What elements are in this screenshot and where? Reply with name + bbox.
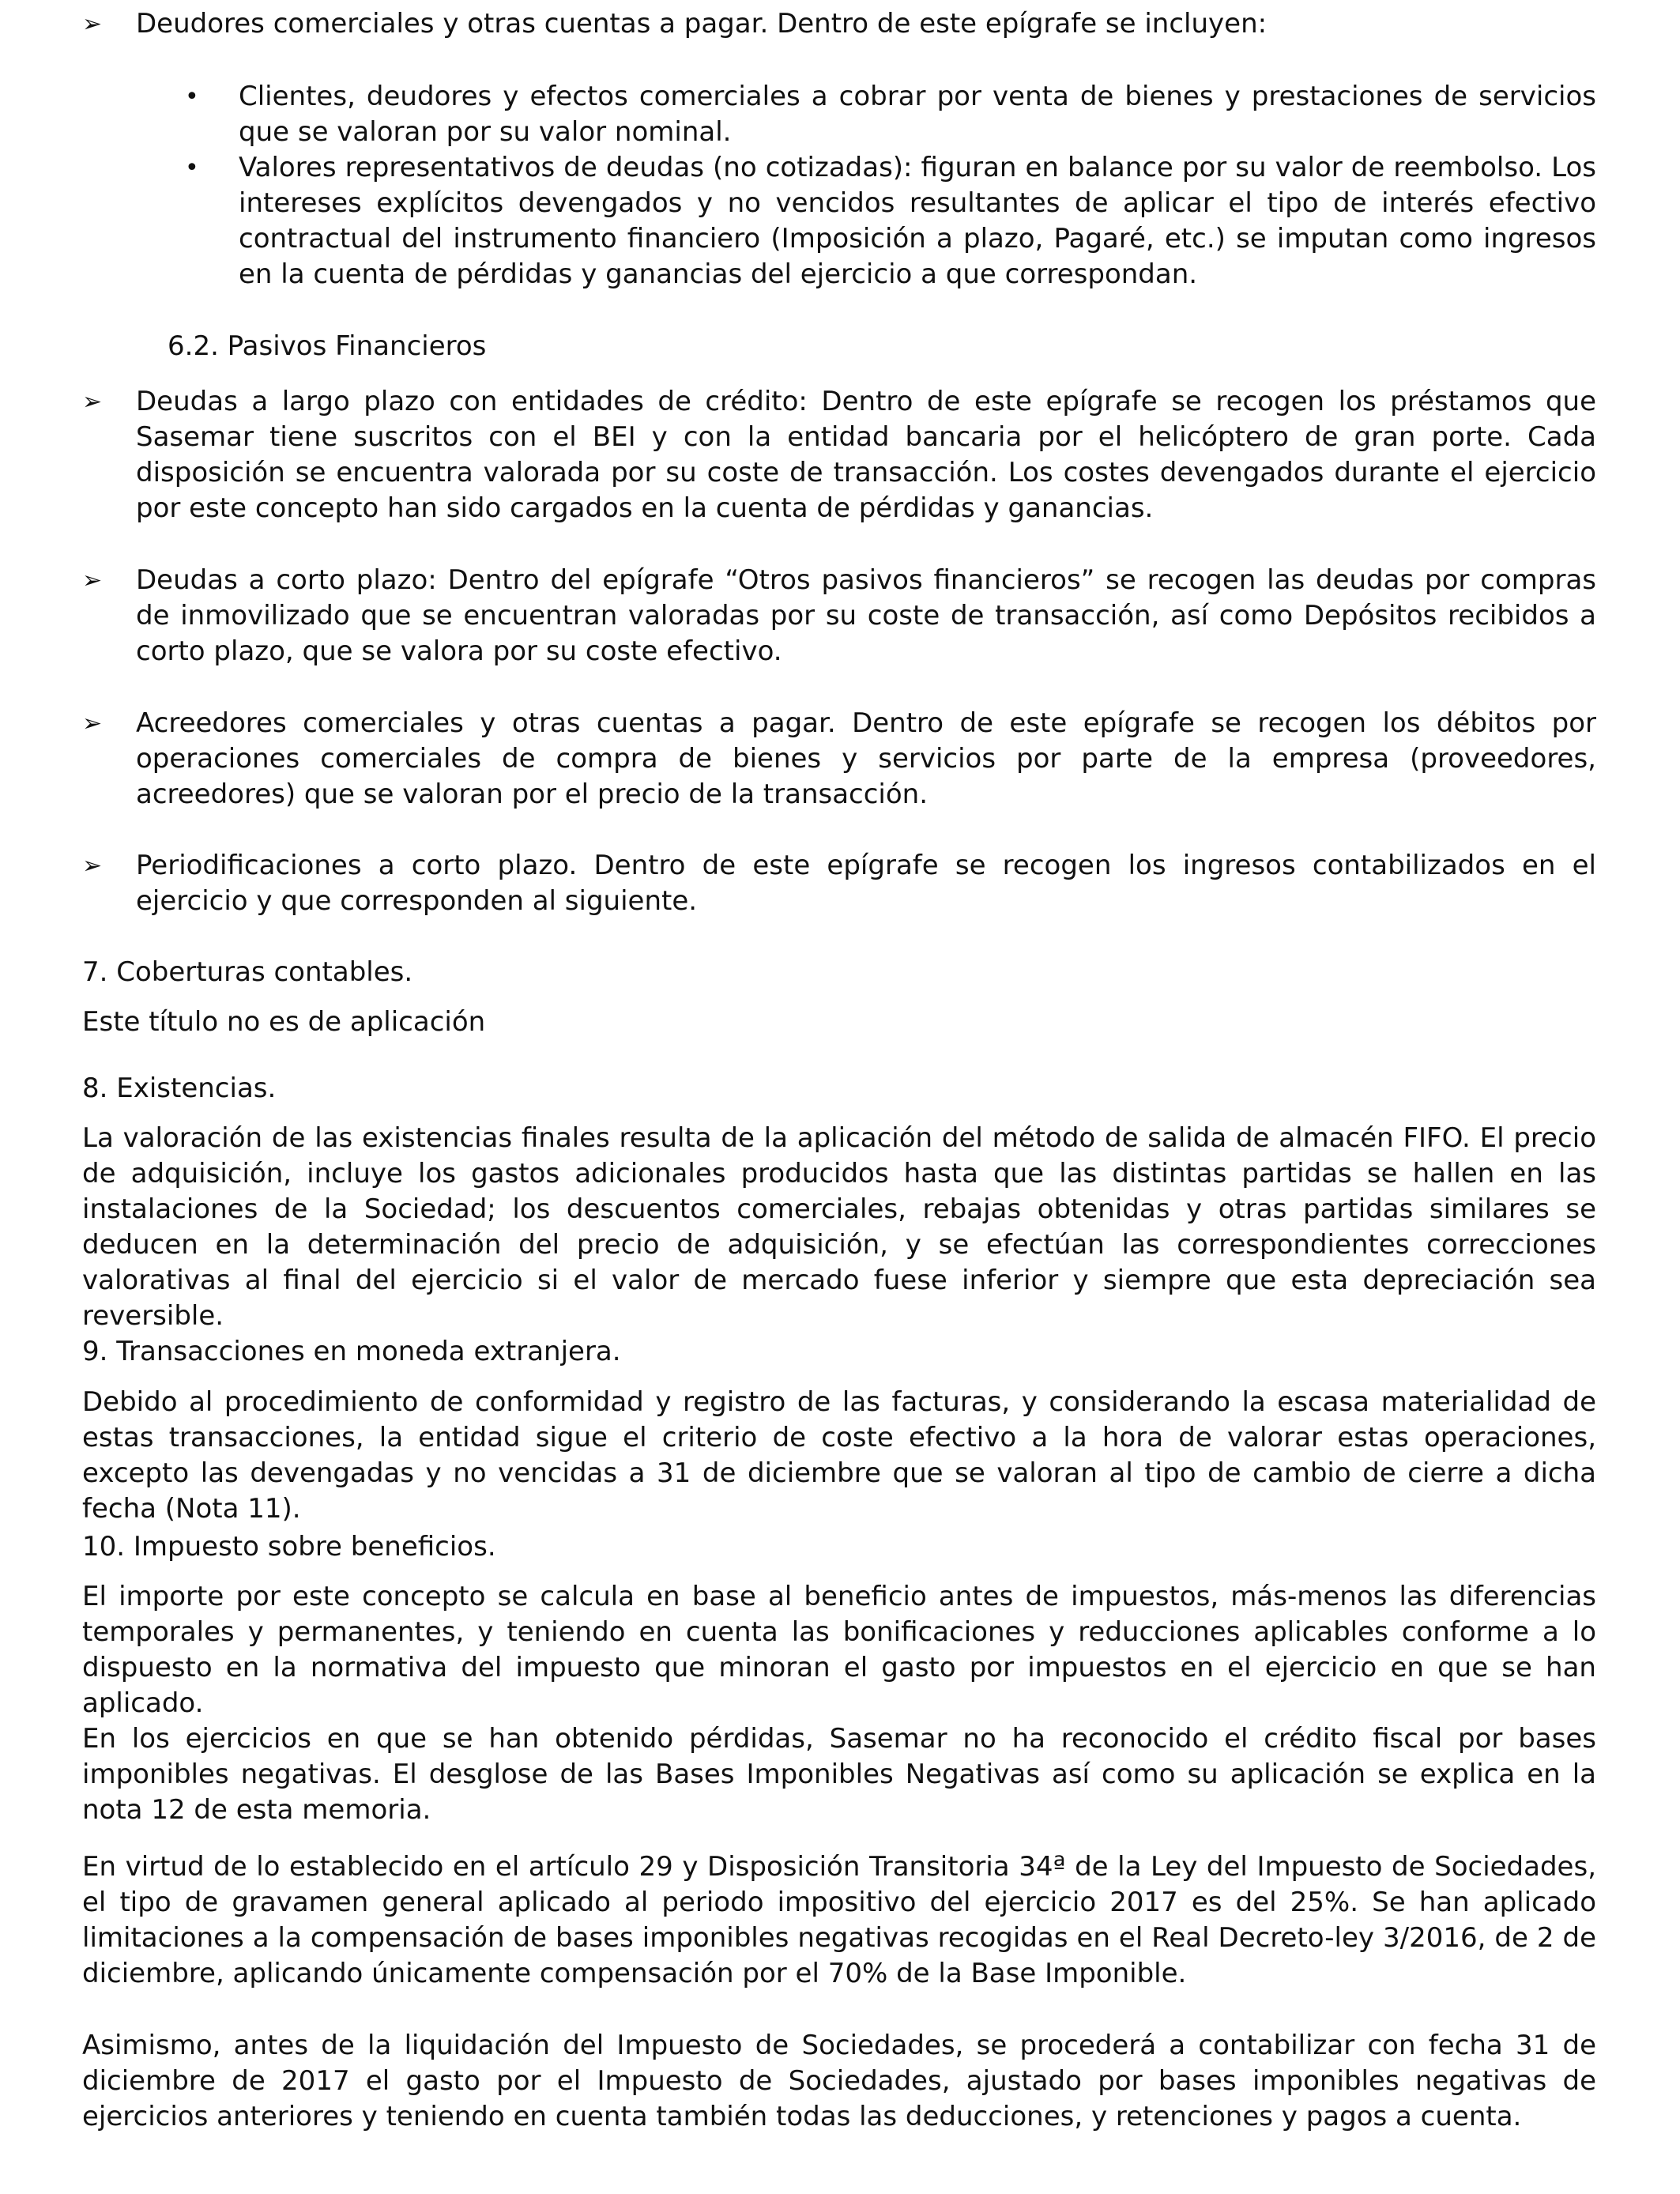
arrow-bullet-icon: ➢ — [82, 10, 103, 38]
arrow-bullet-icon: ➢ — [82, 567, 103, 594]
bullet-item-clientes — [185, 79, 1596, 150]
deudores-intro-text: Deudores comerciales y otras cuentas a pagar. Dentro de este epígrafe se incluyen: — [136, 8, 1268, 40]
text-10-d: Asimismo, antes de la liquidación del Impuesto de Sociedades, se procederá a contabilizar con fecha 31 de diciembre de 2017 el gasto por el Impuesto de Sociedades, ajustado por bases imponibles negativas de ejercicios anteriores y teniendo en cuenta también todas las deducciones, y retenciones y pagos a cuenta. — [82, 2030, 1596, 2132]
text-7: Este título no es de aplicación — [82, 1006, 486, 1038]
deudas-corto-text: Deudas a corto plazo: Dentro del epígrafe “Otros pasivos financieros” se recogen las deudas por compras de inmovilizado que se encuentran valoradas por su coste de transacción, así como Depósitos recibidos a corto plazo, que se valora por su coste efectivo. — [136, 564, 1596, 667]
acreedores-text: Acreedores comerciales y otras cuentas a pagar. Dentro de este epígrafe se recogen los débitos por operaciones comerciales de compra de bienes y servicios por parte de la empresa (proveedores, acreedores) que se valoran por el precio de la transacción. — [136, 707, 1596, 810]
text-10-c: En virtud de lo establecido en el artículo 29 y Disposición Transitoria 34ª de la Ley del Impuesto de Sociedades, el tipo de gravamen general aplicado al periodo impositivo del ejercicio 2017 es del 25%. Se han aplicado limitaciones a la compensación de bases imponibles negativas recogidas en el Real Decreto-ley 3/2016, de 2 de diciembre, aplicando únicamente compensación por el 70% de la Base Imponible. — [82, 1851, 1596, 1989]
periodificaciones-text: Periodificaciones a corto plazo. Dentro de este epígrafe se recogen los ingresos contabilizados en el ejercicio y que corresponden al siguiente. — [136, 850, 1596, 917]
list-item-deudores — [82, 6, 1596, 42]
heading-6-2: 6.2. Pasivos Financieros — [168, 330, 487, 362]
list-item-deudas-largo — [82, 384, 1596, 526]
bullet-clientes-text: Clientes, deudores y efectos comerciales a cobrar por venta de bienes y prestaciones de servicios que se valoran por su valor nominal. — [239, 81, 1596, 148]
arrow-bullet-icon: ➢ — [82, 388, 103, 416]
text-10-b: En los ejercicios en que se han obtenido pérdidas, Sasemar no ha reconocido el crédito fiscal por bases imponibles negativas. El desglose de las Bases Imponibles Negativas así como su aplicación se explica en la nota 12 de esta memoria. — [82, 1723, 1596, 1826]
text-10-a: El importe por este concepto se calcula en base al beneficio antes de impuestos, más-menos las diferencias temporales y permanentes, y teniendo en cuenta las bonificaciones y reducciones aplicables conforme a lo dispuesto en la normativa del impuesto que minoran el gasto por impuestos en el ejercicio en que se han aplicado. — [82, 1581, 1596, 1719]
bullet-dot-icon: • — [185, 154, 199, 182]
bullet-valores-text: Valores representativos de deudas (no cotizadas): figuran en balance por su valor de reembolso. Los intereses explícitos devengados y no vencidos resultantes de aplicar el tipo de interés efectivo contractual del instrumento financiero (Imposición a plazo, Pagaré, etc.) se imputan como ingresos en la cuenta de pérdidas y ganancias del ejercicio a que correspondan. — [239, 152, 1596, 290]
list-item-deudas-corto — [82, 563, 1596, 669]
heading-8: 8. Existencias. — [82, 1072, 277, 1104]
list-item-periodificaciones — [82, 848, 1596, 919]
list-item-acreedores — [82, 706, 1596, 812]
text-9: Debido al procedimiento de conformidad y registro de las facturas, y considerando la escasa materialidad de estas transacciones, la entidad sigue el criterio de coste efectivo a la hora de valorar estas operaciones, excepto las devengadas y no vencidas a 31 de diciembre que se valoran al tipo de cambio de cierre a dicha fecha (Nota 11). — [82, 1386, 1596, 1525]
heading-9: 9. Transacciones en moneda extranjera. — [82, 1336, 621, 1367]
heading-10: 10. Impuesto sobre beneficios. — [82, 1531, 496, 1563]
arrow-bullet-icon: ➢ — [82, 852, 103, 880]
deudas-largo-text: Deudas a largo plazo con entidades de crédito: Dentro de este epígrafe se recogen los préstamos que Sasemar tiene suscritos con el BEI y con la entidad bancaria por el helicóptero de gran porte. Cada disposición se encuentra valorada por su coste de transacción. Los costes devengados durante el ejercicio por este concepto han sido cargados en la cuenta de pérdidas y ganancias. — [136, 386, 1596, 524]
bullet-dot-icon: • — [185, 83, 199, 111]
bullet-item-valores — [185, 150, 1596, 292]
arrow-bullet-icon: ➢ — [82, 710, 103, 737]
text-8: La valoración de las existencias finales resulta de la aplicación del método de salida de almacén FIFO. El precio de adquisición, incluye los gastos adicionales producidos hasta que las distintas partidas se hallen en las instalaciones de la Sociedad; los descuentos comerciales, rebajas obtenidas y otras partidas similares se deducen en la determinación del precio de adquisición, y se efectúan las correspondientes correcciones valorativas al final del ejercicio si el valor de mercado fuese inferior y siempre que esta depreciación sea reversible. — [82, 1122, 1596, 1332]
heading-7: 7. Coberturas contables. — [82, 956, 413, 988]
